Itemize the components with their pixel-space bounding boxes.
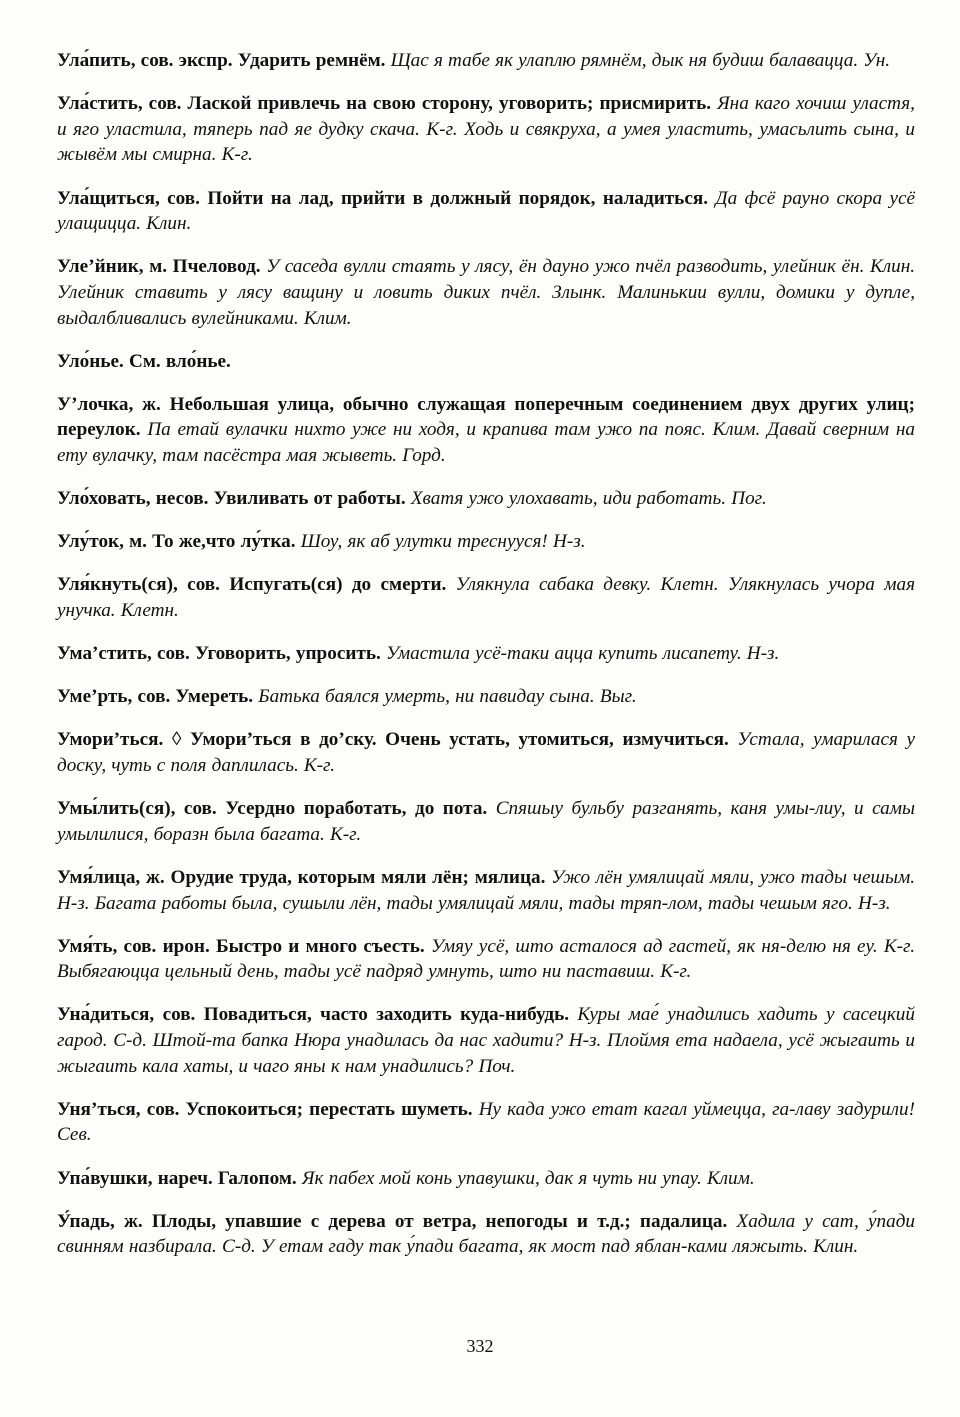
entry-example: Па етай вулачки нихто уже ни ходя, и крапива там ужо па пояс. Клим. Давай сверним на ету вулачку, там пасёстра мая жыветь. Горд. [57, 419, 915, 466]
entry-headword: Уна́диться, сов. Повадиться, часто заходить куда-нибудь. [57, 1004, 570, 1026]
entry-headword: Ула́щиться, сов. Пойти на лад, прийти в должный порядок, наладиться. [57, 187, 709, 209]
entry-headword: Умя́лица, ж. Орудие труда, которым мяли лён; мялица. [57, 866, 546, 888]
dictionary-entry [57, 684, 915, 710]
dictionary-entry [57, 254, 915, 331]
dictionary-entry [57, 934, 915, 985]
entry-example: Шоу, як аб улутки треснууся! Н-з. [300, 531, 586, 553]
diamond-idiom-marker: ◊ [171, 729, 182, 751]
dictionary-entry [57, 1002, 915, 1079]
page-number: 332 [466, 1336, 494, 1356]
dictionary-entry [57, 572, 915, 623]
dictionary-entry [57, 1097, 915, 1148]
dictionary-entry [57, 91, 915, 168]
entry-headword: Ула́пить, сов. экспр. Ударить ремнём. [57, 50, 386, 71]
entry-headword: Уме’рть, сов. Умереть. [57, 686, 254, 708]
entry-headword: У’лочка, ж. Небольшая улица, обычно служащая поперечным соединением двух других улиц; переулок. [57, 393, 915, 441]
dictionary-entry [57, 1166, 915, 1192]
entry-example: Улякнула сабака девку. Клетн. Улякнулась учора мая унучка. Клетн. [57, 574, 915, 621]
dictionary-entry [57, 529, 915, 555]
entry-headword: Уля́кнуть(ся), сов. Испугать(ся) до смерти. [57, 574, 447, 596]
dictionary-entry [57, 641, 915, 667]
entry-example: Щас я табе як улаплю рямнём, дык ня будиш балавацца. Ун. [390, 50, 891, 71]
entry-headword: Ула́стить, сов. Лаской привлечь на свою сторону, уговорить; присмирить. [57, 93, 712, 115]
dictionary-entry [57, 796, 915, 847]
dictionary-entry [57, 486, 915, 512]
dictionary-entry [57, 1209, 915, 1260]
entry-headword: Умори’ться. [57, 729, 164, 751]
entry-example: Ну када ужо етат кагал уймецца, га-лаву задурили! Сев. [57, 1098, 916, 1146]
entry-headword: Уня’ться, сов. Успокоиться; перестать шуметь. [57, 1098, 473, 1120]
entry-example: Спяшыу бульбу разганять, каня умы-лиу, и самы умылилися, боразн была багата. К-г. [57, 798, 915, 845]
entry-example: Хватя ужо улохавать, иди работать. Пог. [410, 488, 767, 510]
entry-example: Да фсё рауно скора усё улащицца. Клин. [57, 187, 915, 235]
entry-example: Яна каго хочиш уластя, и яго уластила, тяперь пад яе дудку скача. К-г. Ходь и свякруха, а умея уластить, умасьлить сына, и жывём мы смирна. К-г. [57, 93, 915, 166]
entry-example: Умастила усё-таки ацца купить лисапету. Н-з. [385, 643, 780, 665]
entry-headword: Уло́ховать, несов. Увиливать от работы. [57, 488, 406, 510]
entry-example: Батька баялся умерть, ни павидау сына. Выг. [258, 686, 637, 708]
dictionary-entry [57, 48, 915, 74]
entry-column [57, 48, 915, 1260]
entry-example: Ужо лён умялицай мяли, ужо тады чешым. Н-з. Багата работы была, сушыли лён, тады умялицай мяли, тады тряп-лом, тады чешым яго. Н-з. [57, 866, 915, 914]
dictionary-entry [57, 392, 915, 469]
dictionary-entry-cross-reference [57, 349, 915, 375]
entry-idiom-headword: Умори’ться в до’ску. Очень устать, утомиться, измучиться. [190, 729, 729, 751]
dictionary-entry [57, 865, 915, 916]
entry-example: Як пабех мой конь упавушки, дак я чуть ни упау. Клим. [301, 1167, 755, 1189]
entry-headword: Ума’стить, сов. Уговорить, упросить. [57, 643, 381, 665]
entry-example: Куры мае́ унадились хадить у сасецкий гарод. С-д. Штой-та бапка Нюра унадилась да нас хадити? Н-з. Плоймя ета надаела, усё жыгаить и жыгаить кала хаты, и чаго яны к нам унадились? Поч. [57, 1004, 915, 1077]
entry-example: У саседа вулли стаять у лясу, ён дауно ужо пчёл разводить, улейник ён. Клин. Улейник ставить у лясу ващину и ловить диких пчёл. Злынк. Малинькии вулли, домики у дупле, выдалбливались вулейниками. Клим. [57, 256, 916, 329]
entry-headword: Умя́ть, сов. ирон. Быстро и много съесть. [57, 935, 425, 957]
entry-example: Умяу усё, што асталося ад гастей, як ня-делю ня еу. К-г. Выбягаюцца цельный день, тады усё падряд умнуть, што ни паставиш. К-г. [57, 935, 916, 983]
entry-headword: Умы́лить(ся), сов. Усердно поработать, до пота. [57, 798, 488, 820]
dictionary-entry-with-idiom [57, 727, 915, 778]
entry-example: Хадила у сат, у́пади свинням назбирала. С-д. У етам гаду так у́пади багата, як мост пад яблан-ками ляжыть. Клин. [57, 1210, 915, 1258]
entry-headword: Уле’йник, м. Пчеловод. [57, 256, 261, 278]
entry-headword: Улу́ток, м. То же,что лу́тка. [57, 531, 296, 553]
entry-example: Устала, умарилася у доску, чуть с поля даплилась. К-г. [57, 729, 915, 776]
entry-headword: Упа́вушки, нареч. Галопом. [57, 1167, 297, 1189]
dictionary-entry [57, 186, 915, 237]
entry-headword: Уло́нье. См. вло́нье. [57, 350, 231, 372]
entry-headword: У́падь, ж. Плоды, упавшие с дерева от ветра, непогоды и т.д.; падалица. [57, 1210, 728, 1232]
